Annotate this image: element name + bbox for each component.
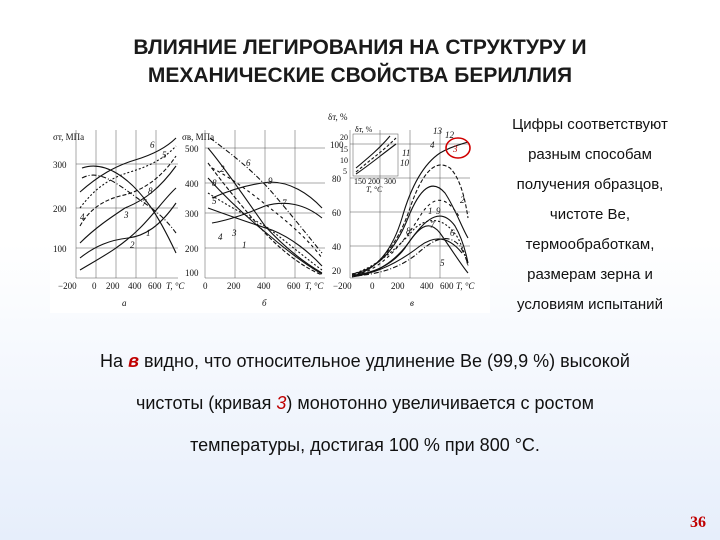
text-fragment: чистоты (кривая: [135, 393, 277, 413]
explanation-line-2: [40, 382, 690, 424]
explanation-paragraph: [40, 340, 690, 466]
curve-label: 6: [450, 228, 455, 238]
figure-svg: [50, 108, 490, 313]
curve-label: 13: [433, 126, 442, 136]
curve-label: 2: [130, 240, 135, 250]
curve-a-3: [80, 166, 176, 243]
inset-ytick: 5: [343, 167, 347, 176]
explanation-line-1: [40, 340, 690, 382]
note-line: чистоте Be,: [549, 206, 631, 223]
curve-label: 7: [430, 220, 435, 230]
panel-b-xunit: T, °C: [305, 281, 324, 291]
title-line-2: МЕХАНИЧЕСКИЕ СВОЙСТВА БЕРИЛЛИЯ: [147, 64, 573, 87]
curve-c-10: [356, 144, 396, 174]
panel-c-xtick: 600: [440, 281, 454, 291]
curve-label: 2: [220, 164, 225, 174]
panel-c-xtick: −200: [333, 281, 352, 291]
panel-b-xtick: 400: [257, 281, 271, 291]
panel-a-ylabel: σт, МПа: [53, 132, 85, 142]
inset-ytick: 10: [340, 156, 348, 165]
curve-label: 8: [212, 178, 217, 188]
note-line: Цифры соответствуют: [512, 116, 668, 133]
panel-a-ytick: 100: [53, 244, 67, 254]
curve-label: 3: [453, 144, 458, 154]
curve-label: 7: [282, 198, 287, 208]
panel-a-xtick: 200: [106, 281, 120, 291]
curve-reference: 3: [276, 393, 287, 413]
curve-label: 4: [218, 232, 223, 242]
note-line: термообработкам,: [525, 236, 655, 253]
curve-label: 6: [150, 140, 155, 150]
inset-ytick: 15: [340, 145, 348, 154]
panel-c-xtick: 0: [370, 281, 375, 291]
inset-xtick: 200: [368, 177, 380, 186]
curve-label: 2: [460, 195, 465, 205]
panel-b-letter: б: [262, 298, 267, 308]
panel-c-ytick: 100: [330, 140, 344, 150]
panel-b-ylabel: σв, МПа: [182, 132, 215, 142]
curve-label: 10: [400, 158, 409, 168]
inset-xunit: T, °C: [366, 185, 383, 194]
curve-c-7: [354, 239, 468, 276]
note-line: условиям испытаний: [517, 296, 663, 313]
panel-b-ytick: 500: [185, 144, 199, 154]
panel-a-xtick: 600: [148, 281, 162, 291]
curve-label: 5: [440, 258, 445, 268]
panel-a-ytick: 200: [53, 204, 67, 214]
inset-ytick: 20: [340, 133, 348, 142]
curve-label: 1: [146, 228, 151, 238]
note-line: размерам зерна и: [527, 266, 653, 283]
curve-label: 5: [162, 150, 167, 160]
note-line: получения образцов,: [516, 176, 664, 193]
note-line: разным способам: [528, 146, 652, 163]
panel-b-ytick: 100: [185, 268, 199, 278]
panel-b-ytick: 200: [185, 244, 199, 254]
inset-xtick: 150: [354, 177, 366, 186]
alloying-properties-figure: [50, 108, 490, 313]
text-fragment: ) монотонно увеличивается с ростом: [286, 393, 594, 413]
title-line-1: ВЛИЯНИЕ ЛЕГИРОВАНИЯ НА СТРУКТУРУ И: [133, 36, 587, 59]
curve-label: 5: [212, 196, 217, 206]
panel-reference: в: [128, 351, 139, 371]
curve-b-6: [210, 138, 322, 253]
explanation-line-3: температуры, достигая 100 % при 800 °С.: [190, 435, 540, 455]
panel-c-letter: в: [410, 298, 414, 308]
panel-b-xtick: 0: [203, 281, 208, 291]
panel-a-xtick: −200: [58, 281, 77, 291]
panel-a-ytick: 300: [53, 160, 67, 170]
panel-c-ylabel: δт, %: [328, 112, 348, 122]
panel-c-xtick: 400: [420, 281, 434, 291]
page-number: 36: [690, 514, 706, 531]
curve-label: 11: [402, 148, 411, 158]
curve-label: 1: [428, 206, 433, 216]
curve-c-8: [354, 239, 462, 276]
panel-a-xtick: 400: [128, 281, 142, 291]
curve-c-11: [356, 138, 396, 172]
curve-label: 8: [148, 186, 153, 196]
inset-ylabel: δт, %: [355, 125, 373, 134]
curve-label: 9: [436, 206, 441, 216]
panel-a-xunit: T, °C: [166, 281, 185, 291]
curve-label: 1: [242, 240, 247, 250]
curve-label: 8: [406, 226, 411, 236]
panel-c-ytick: 20: [332, 266, 341, 276]
curve-label: 12: [445, 130, 454, 140]
curve-label: 4: [430, 140, 435, 150]
panel-b-ytick: 400: [185, 179, 199, 189]
panel-c-ytick: 60: [332, 208, 341, 218]
text-fragment: На: [100, 351, 129, 371]
panel-c-xtick: 200: [391, 281, 405, 291]
curve-numbers-note: [490, 110, 690, 320]
slide-title: [60, 34, 660, 90]
panel-b-xtick: 200: [227, 281, 241, 291]
panel-a-letter: а: [122, 298, 127, 308]
curve-b-9: [212, 182, 322, 208]
panel-a-xtick: 0: [92, 281, 97, 291]
panel-c-ytick: 80: [332, 174, 341, 184]
curve-label: 9: [268, 176, 273, 186]
curve-a-1: [80, 188, 176, 270]
panel-b-ytick: 300: [185, 209, 199, 219]
curve-label: 3: [232, 228, 237, 238]
curve-label: 3: [124, 210, 129, 220]
curve-label: 4: [80, 212, 85, 222]
curve-label: 7: [142, 198, 147, 208]
inset-xtick: 300: [384, 177, 396, 186]
panel-c-xunit: T, °C: [456, 281, 475, 291]
text-fragment: видно, что относительное удлинение Ве (99,9 %) высокой: [138, 351, 630, 371]
panel-b-xtick: 600: [287, 281, 301, 291]
curve-label: 6: [246, 158, 251, 168]
panel-c-ytick: 40: [332, 242, 341, 252]
